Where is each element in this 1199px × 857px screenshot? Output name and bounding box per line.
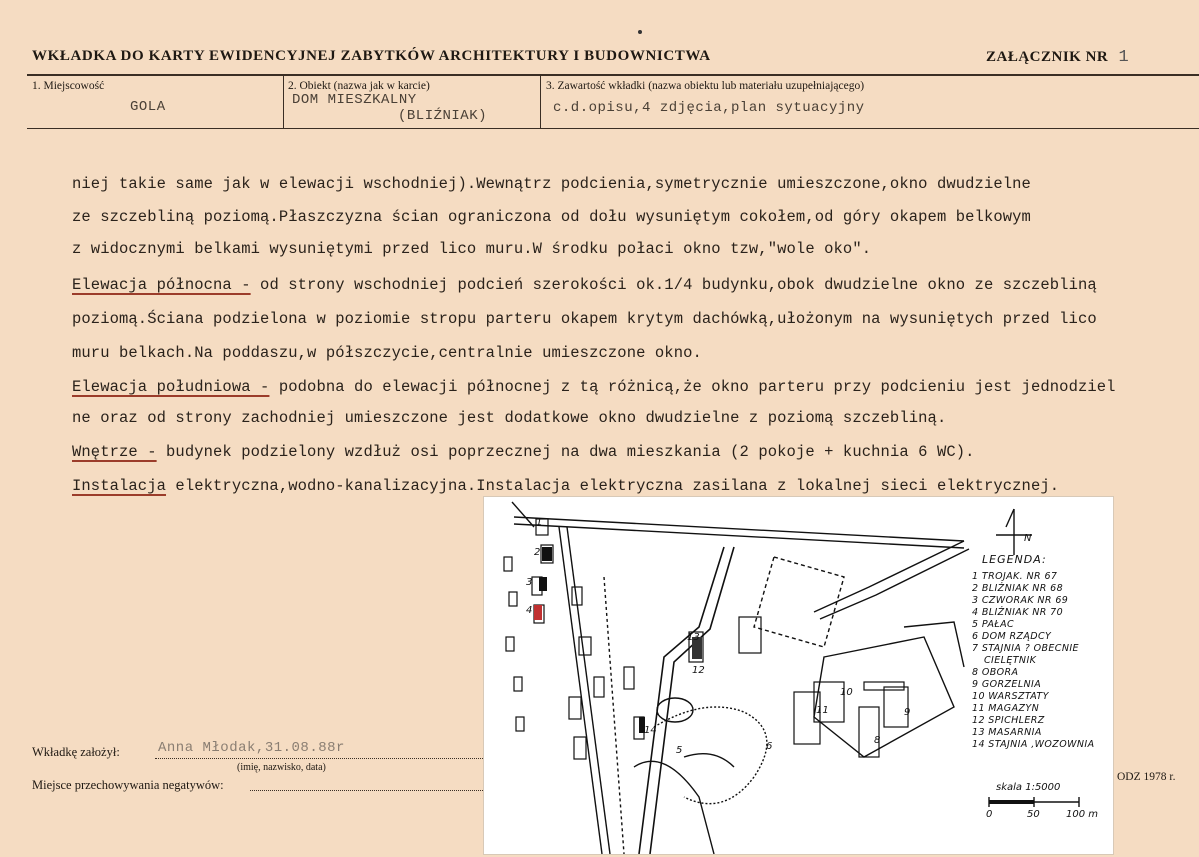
legend-item: CIELĘTNIK [984, 655, 1037, 666]
object-value-line2: (BLIŹNIAK) [398, 108, 488, 124]
description-line: niej takie same jak w elewacji wschodniej).Wewnątrz podcienia,symetrycznie umieszczone,okno dwudzielne [72, 175, 1031, 193]
legend-item: 8 OBORA [972, 667, 1019, 678]
legend-item: 7 STAJNIA ? OBECNIE [972, 643, 1079, 654]
plan-number: 14 [644, 725, 657, 736]
legend-item: 1 TROJAK. NR 67 [972, 571, 1058, 582]
site-plan-drawing [484, 497, 1113, 854]
description-line: poziomą.Ściana podzielona w poziomie stropu parteru okapem krytym dachówką,ułożonym na wysuniętych przed lico [72, 310, 1097, 328]
site-plan-image [484, 497, 1113, 854]
highlighted-building [534, 605, 542, 620]
description-line [72, 378, 1116, 396]
section-heading: Elewacja południowa - [72, 378, 270, 396]
legend-item: 4 BLIŹNIAK NR 70 [972, 607, 1064, 618]
plan-number: 4 [526, 605, 533, 616]
section-heading: Wnętrze - [72, 443, 157, 461]
legend-item: 13 MASARNIA [972, 727, 1042, 738]
plan-number: 8 [874, 735, 881, 746]
section-text: podobna do elewacji północnej z tą różnicą,że okno parteru przy podcieniu jest jednodziel [269, 378, 1116, 396]
plan-number: 1 [536, 517, 543, 528]
description-line [72, 477, 1059, 495]
header-top-rule [27, 74, 1199, 76]
plan-number: 13 [687, 632, 700, 643]
card-title: WKŁADKA DO KARTY EWIDENCYJNEJ ZABYTKÓW ARCHITEKTURY I BUDOWNICTWA [32, 48, 711, 64]
scale-tick: 100 m [1066, 809, 1099, 820]
header-bottom-rule [27, 128, 1199, 129]
object-value-line1: DOM MIESZKALNY [292, 92, 417, 108]
plan-number: 5 [676, 745, 683, 756]
print-code: ODZ 1978 r. [1117, 771, 1176, 783]
made-by-hint: (imię, nazwisko, data) [237, 762, 326, 773]
description-line: muru belkach.Na poddaszu,w półszczycie,centralnie umieszczone okno. [72, 344, 702, 362]
plan-number: 6 [766, 741, 773, 752]
plan-number: 9 [904, 707, 911, 718]
attachment-number [986, 48, 1129, 67]
negatives-label: Miejsce przechowywania negatywów: [32, 778, 224, 792]
section-text: elektryczna,wodno-kanalizacyjna.Instalacja elektryczna zasilana z lokalnej sieci elektrycznej. [166, 477, 1060, 495]
legend-item: 12 SPICHLERZ [972, 715, 1045, 726]
north-label: N [1024, 533, 1032, 544]
section-text: budynek podzielony wzdłuż osi poprzecznej na dwa mieszkania (2 pokoje + kuchnia 6 WC). [156, 443, 975, 461]
scale-tick: 0 [986, 809, 993, 820]
legend-item: 11 MAGAZYN [972, 703, 1040, 714]
attachment-label: ZAŁĄCZNIK NR [986, 49, 1109, 65]
plan-number: 11 [816, 705, 829, 716]
section-heading: Instalacja [72, 477, 167, 495]
description-line: ze szczebliną poziomą.Płaszczyzna ścian ograniczona od dołu wysuniętym cokołem,od góry okapem belkowym [72, 208, 1031, 226]
legend-item: 10 WARSZTATY [972, 691, 1049, 702]
negatives-line [250, 790, 485, 791]
legend-item: 2 BLIŹNIAK NR 68 [972, 583, 1064, 594]
scale-label: skala 1:5000 [996, 782, 1061, 793]
column-divider-1 [283, 74, 284, 129]
content-value: c.d.opisu,4 zdjęcia,plan sytuacyjny [553, 100, 865, 116]
section-text: od strony wschodniej podcień szerokości ok.1/4 budynku,obok dwudzielne okno ze szczebliną [250, 276, 1097, 294]
column-divider-2 [540, 74, 541, 129]
made-by-line [155, 758, 485, 759]
plan-number: 12 [692, 665, 705, 676]
section-heading: Elewacja północna - [72, 276, 251, 294]
object-label: 2. Obiekt (nazwa jak w karcie) [288, 80, 430, 92]
plan-number: 2 [534, 547, 541, 558]
legend-title: LEGENDA: [982, 553, 1047, 566]
made-by-label: Wkładkę założył: [32, 745, 120, 759]
scale-tick: 50 [1027, 809, 1040, 820]
description-line [72, 443, 975, 461]
locality-value: GOLA [130, 99, 166, 115]
description-line: ne oraz od strony zachodniej umieszczone jest dodatkowe okno dwudzielne z poziomą szczebliną. [72, 409, 947, 427]
legend-item: 3 CZWORAK NR 69 [972, 595, 1069, 606]
locality-label: 1. Miejscowość [32, 80, 105, 92]
punch-mark [638, 30, 642, 34]
plan-number: 3 [526, 577, 533, 588]
legend-item: 14 STAJNIA ,WOZOWNIA [972, 739, 1095, 750]
legend-item: 6 DOM RZĄDCY [972, 631, 1052, 642]
made-by-value: Anna Młodak,31.08.88r [158, 740, 345, 756]
plan-number: 10 [840, 687, 853, 698]
content-label: 3. Zawartość wkładki (nazwa obiektu lub materiału uzupełniającego) [546, 80, 865, 92]
description-line: z widocznymi belkami wysuniętymi przed lico muru.W środku połaci okno tzw,"wole oko". [72, 240, 872, 258]
description-line [72, 276, 1097, 294]
attachment-number-value: 1 [1118, 48, 1130, 67]
legend-item: 9 GORZELNIA [972, 679, 1042, 690]
legend-item: 5 PAŁAC [972, 619, 1015, 630]
